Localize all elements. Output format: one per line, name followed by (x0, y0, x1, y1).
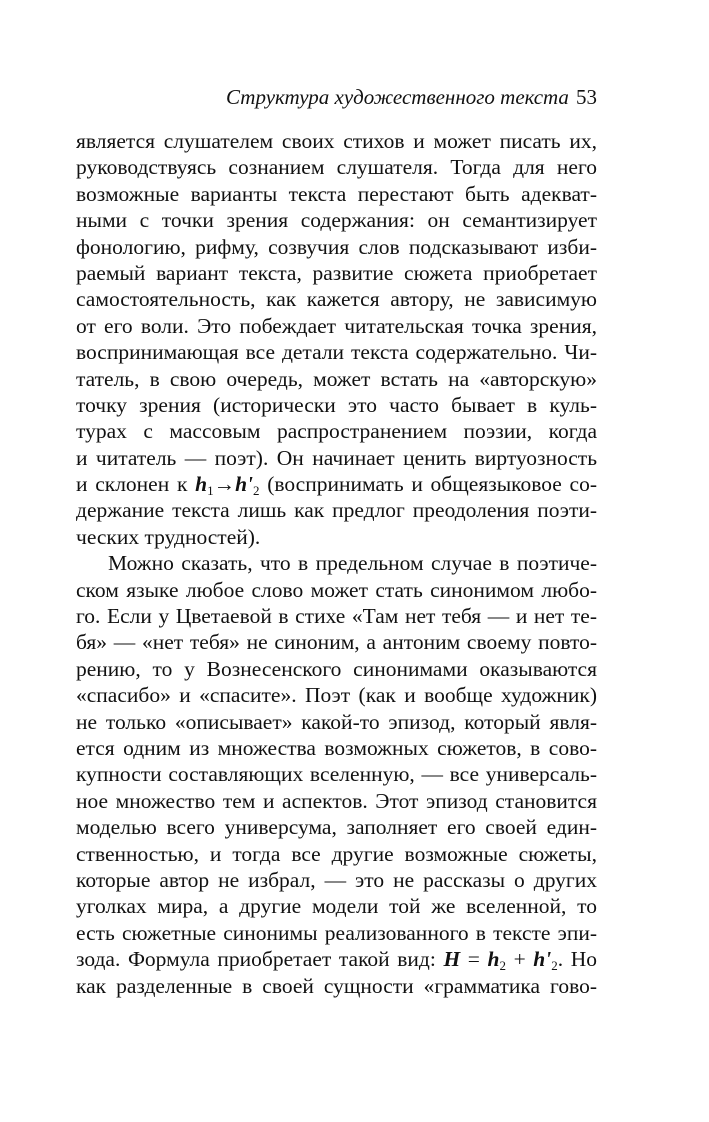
text-line: и читатель — поэт). Он начинает ценить виртуозность (76, 445, 597, 470)
paragraph-start-line: Можно сказать, что в предельном случае в поэтиче- (108, 551, 597, 576)
formula-line: зода. Формула приобретает такой вид: $H = h_2 + h'_2$. Но (76, 947, 597, 974)
text-line: держание текста лишь как предлог преодоления поэти- (76, 498, 597, 523)
text-line: воспринимающая все детали текста содержательно. Чи- (76, 340, 597, 365)
text-line: татель, в свою очередь, может встать на «авторскую» (76, 366, 597, 391)
text-line: ное множество тем и аспектов. Этот эпизод становится (76, 788, 597, 813)
text-line: является слушателем своих стихов и может писать их, (76, 129, 597, 153)
formula-line: и склонен к $h_1\to h'_2$ (воспринимать и общеязыковое со- (76, 472, 597, 499)
text-line: бя» — «нет тебя» не синоним, а антоним своему повто- (76, 630, 597, 655)
text-line: возможные варианты текста перестают быть адекват- (76, 181, 597, 206)
text-line: руководствуясь сознанием слушателя. Тогда для него (76, 155, 597, 180)
text-line: ными с точки зрения содержания: он семантизирует (76, 208, 597, 233)
text-line: от его воли. Это побеждает читательская точка зрения, (76, 313, 597, 338)
text-line: раемый вариант текста, развитие сюжета приобретает (76, 260, 597, 285)
text-line: фонологию, рифму, созвучия слов подсказывают изби- (76, 234, 597, 259)
running-header (76, 82, 597, 112)
text-line: моделью всего универсума, заполняет его своей един- (76, 815, 597, 840)
text-line: которые автор не избрал, — это не рассказы о других (76, 867, 597, 892)
text-line: ском языке любое слово может стать синонимом любо- (76, 577, 597, 602)
text-line: не только «описывает» какой-то эпизод, который явля- (76, 709, 597, 734)
running-title: Структура художественного текста (226, 85, 569, 109)
text-line: уголках мира, а другие модели той же вселенной, то (76, 894, 597, 919)
text-line: «спасибо» и «спасите». Поэт (как и вообще художник) (76, 683, 597, 708)
text-line: купности составляющих вселенную, — все универсаль- (76, 762, 597, 787)
page-body (76, 128, 597, 999)
text-line: ственностью, и тогда все другие возможные сюжеты, (76, 841, 597, 866)
text-line: ется одним из множества возможных сюжетов, в сово- (76, 735, 597, 760)
text-line: как разделенные в своей сущности «грамматика гово- (76, 973, 597, 998)
text-line: го. Если у Цветаевой в стихе «Там нет тебя — и нет те- (76, 604, 597, 629)
page-number: 53 (576, 85, 597, 109)
text-line: точку зрения (исторически это часто бывает в куль- (76, 392, 597, 417)
text-line: турах с массовым распространением поэзии, когда (76, 419, 597, 444)
paragraph-end-line: ческих трудностей). (76, 524, 261, 549)
text-line: есть сюжетные синонимы реализованного в тексте эпи- (76, 920, 597, 945)
text-line: самостоятельность, как кажется автору, не зависимую (76, 287, 597, 312)
text-line: рению, то у Вознесенского синонимами оказываются (76, 656, 597, 681)
